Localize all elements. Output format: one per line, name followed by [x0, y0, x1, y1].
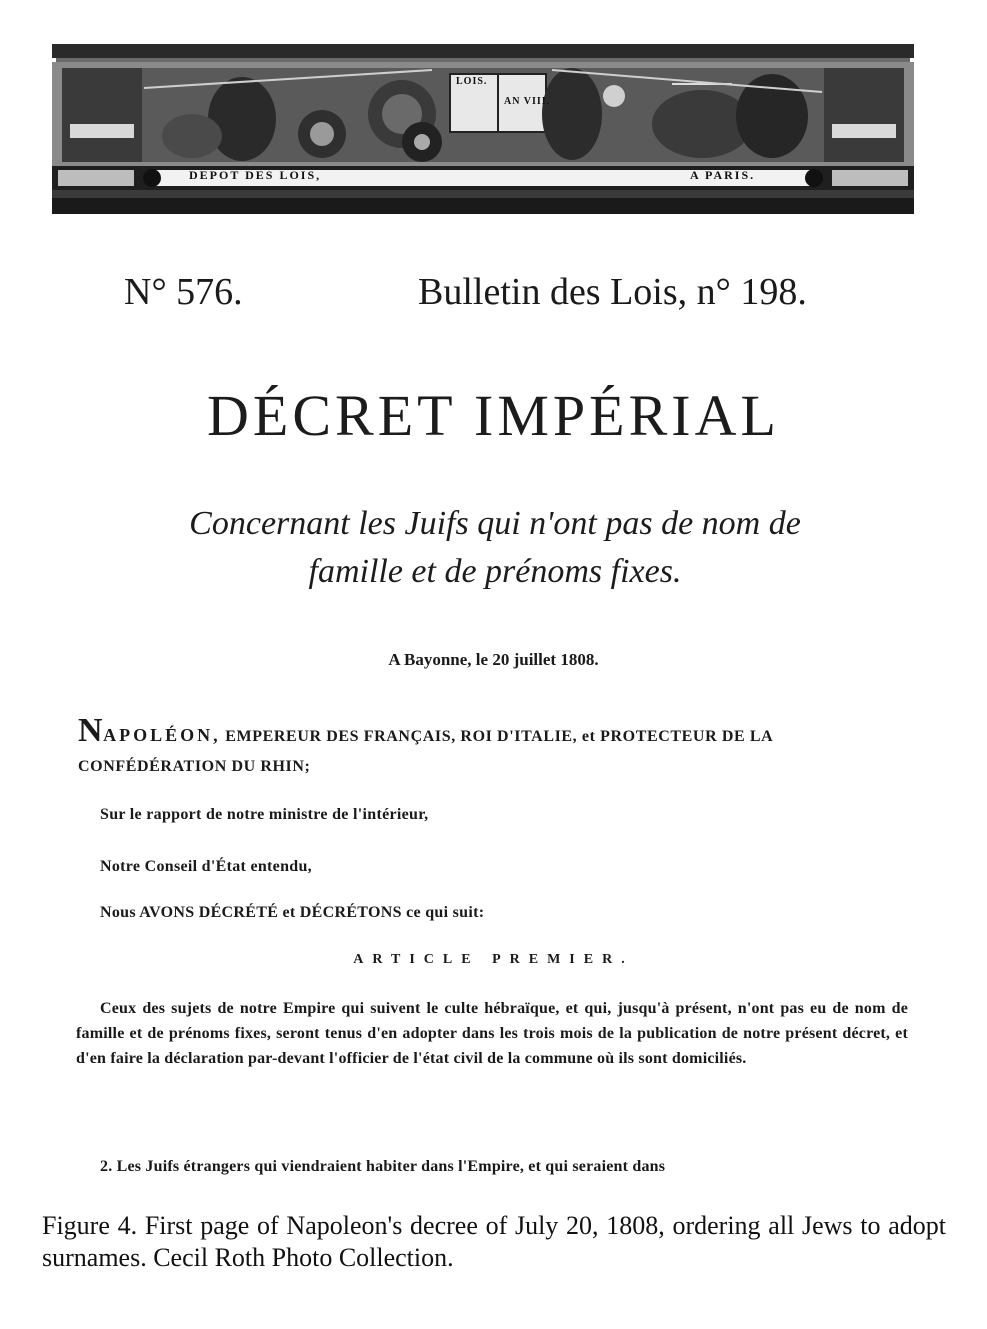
subtitle-line-1: Concernant les Juifs qui n'ont pas de nom de — [189, 505, 801, 542]
figure-caption: Figure 4. First page of Napoleon's decree of July 20, 1808, ordering all Jews to adopt surnames. Cecil Roth Photo Collection. — [42, 1211, 946, 1272]
book-text-right: AN VIII. — [504, 96, 551, 107]
intro-paragraph — [78, 712, 908, 782]
article-heading: ARTICLE PREMIER. — [353, 952, 634, 967]
article-1-text: Ceux des sujets de notre Empire qui suivent le culte hébraïque, et qui, jusqu'à présent, n'ont pas eu de nom de famille et de prénoms fixes, seront tenus d'en adopter dans les trois mois de la publication de notre présent décret, et d'en faire la déclaration par-devant l'officier de l'état civil de la commune où ils sont domiciliés. — [76, 1000, 908, 1067]
article-2-text: 2. Les Juifs étrangers qui viendraient habiter dans l'Empire, et qui seraient dans — [100, 1158, 666, 1175]
bulletin-reference: Bulletin des Lois, n° 198. — [418, 271, 807, 313]
engraving-illustration — [52, 44, 914, 214]
banner-right-label: A PARIS. — [690, 168, 756, 182]
decree-subtitle — [70, 500, 920, 596]
banner-left-label: DEPOT DES LOIS, — [189, 168, 322, 182]
report-clause: Sur le rapport de notre ministre de l'intérieur, — [100, 806, 429, 823]
place-date: A Bayonne, le 20 juillet 1808. — [388, 650, 599, 669]
header-engraving — [52, 44, 914, 214]
council-clause: Notre Conseil d'État entendu, — [100, 858, 312, 875]
book-text-left: LOIS. — [456, 76, 488, 87]
decree-clause: Nous AVONS DÉCRÉTÉ et DÉCRÉTONS ce qui suit: — [100, 904, 485, 921]
decree-number: N° 576. — [124, 271, 243, 313]
subtitle-line-2: famille et de prénoms fixes. — [308, 553, 682, 590]
emperor-titles: EMPEREUR DES FRANÇAIS, ROI D'ITALIE, et PROTECTEUR DE LA CONFÉDÉRATION DU RHIN; — [78, 728, 773, 775]
drop-initial: N — [78, 712, 104, 749]
emperor-name: APOLÉON, — [103, 725, 221, 745]
decree-title: DÉCRET IMPÉRIAL — [207, 383, 780, 448]
